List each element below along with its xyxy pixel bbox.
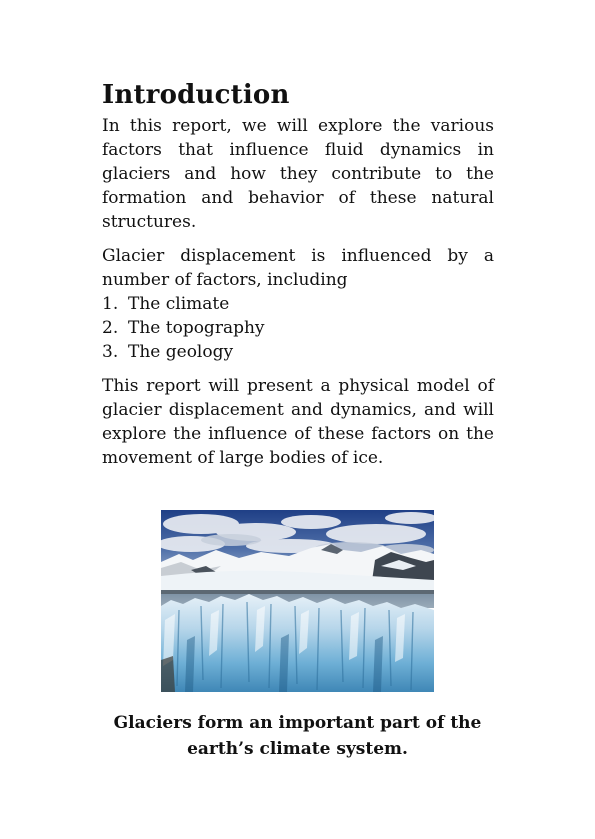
list-item [102, 340, 494, 364]
intro-paragraph: In this report, we will explore the various factors that influence fluid dynamics in glaciers and how they contribute to the formation and behavior of these natural structures. [102, 116, 494, 232]
list-item-number: 3. [102, 342, 119, 362]
list-item-number: 2. [102, 318, 119, 338]
list-item-label: The topography [128, 318, 265, 338]
glacier-photo [161, 510, 434, 692]
list-item-number: 1. [102, 294, 119, 314]
list-item-label: The geology [128, 342, 234, 362]
model-paragraph: This report will present a physical model of glacier displacement and dynamics, and will explore the influence of these factors on the movement of large bodies of ice. [102, 376, 494, 468]
list-item-label: The climate [128, 294, 230, 314]
report-page [102, 78, 494, 480]
list-item [102, 316, 494, 340]
factors-paragraph: Glacier displacement is influenced by a number of factors, including [102, 246, 494, 290]
figure-caption: Glaciers form an important part of the earth’s climate system. [113, 713, 482, 759]
section-heading: Introduction [102, 80, 290, 110]
factors-list [102, 292, 494, 364]
list-item [102, 292, 494, 316]
